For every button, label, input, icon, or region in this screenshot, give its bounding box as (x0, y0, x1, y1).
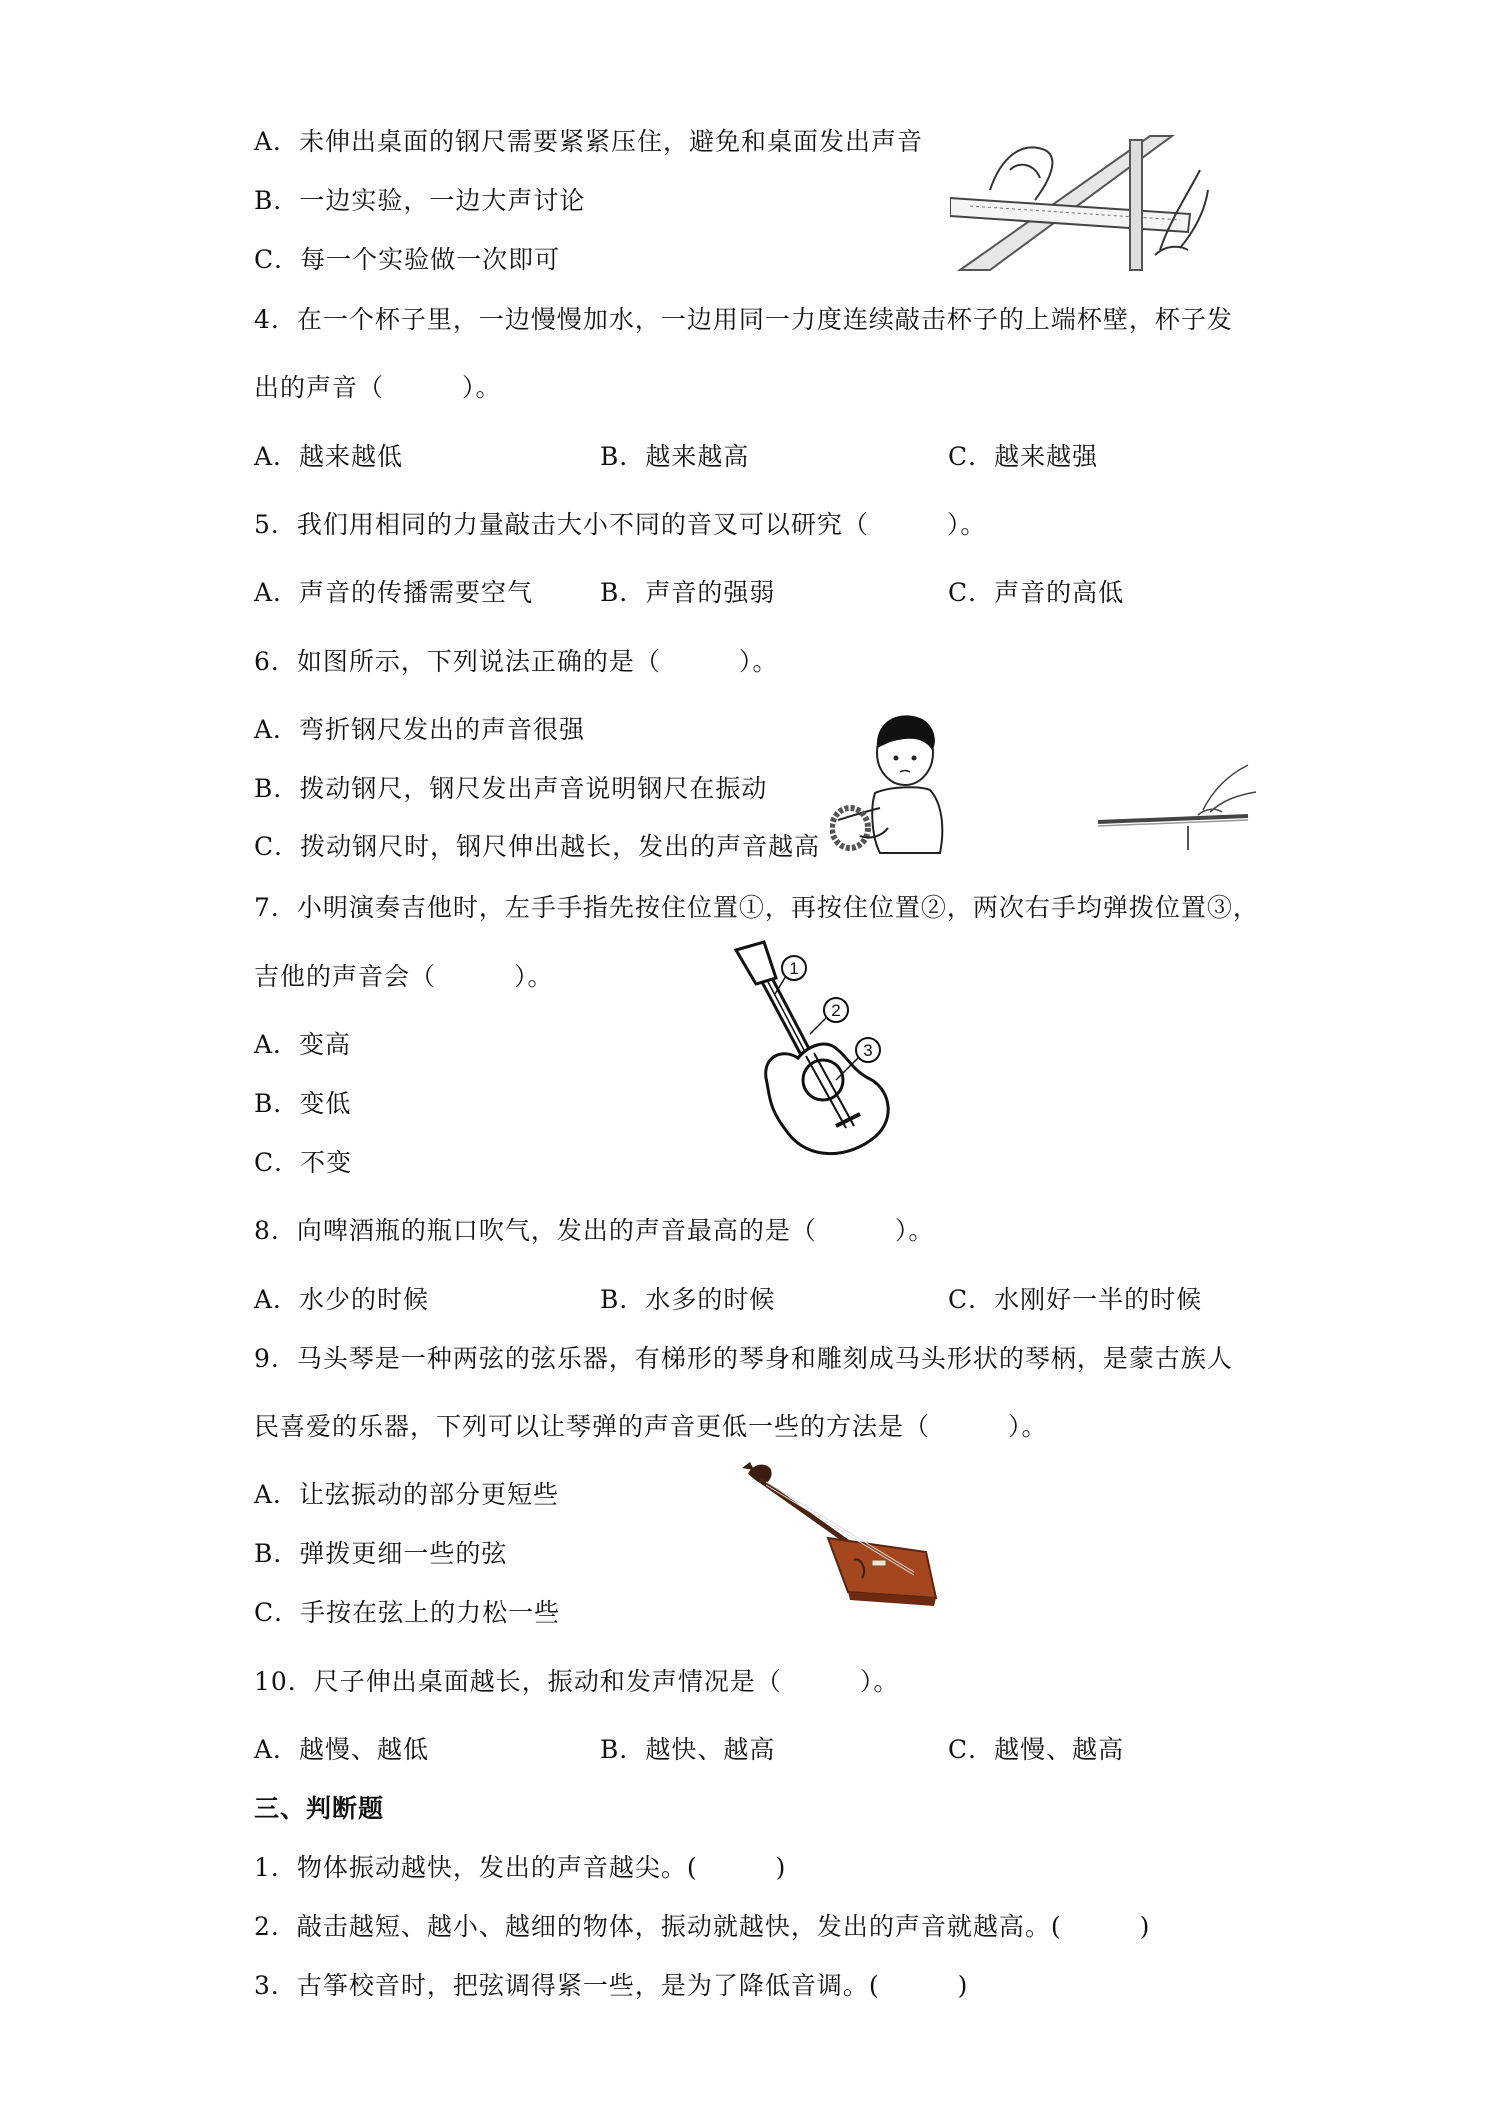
guitar-figure (728, 938, 908, 1163)
q9-option-b: B．弹拨更细一些的弦 (254, 1539, 508, 1568)
ruler-plucking-figure (1098, 760, 1258, 850)
q8-stem: 8．向啤酒瓶的瓶口吹气，发出的声音最高的是（ ）。 (254, 1216, 935, 1245)
q5-option-b: B．声音的强弱 (600, 578, 776, 607)
q3-option-b: B．一边实验，一边大声讨论 (254, 186, 586, 215)
q5-option-a: A．声音的传播需要空气 (254, 578, 534, 607)
q8-option-a: A．水少的时候 (254, 1285, 430, 1314)
guitar-position-2-label: 2 (831, 1001, 841, 1020)
guitar-position-3-label: 3 (863, 1041, 873, 1060)
judge-item-1: 1．物体振动越快，发出的声音越尖。( ) (254, 1853, 787, 1882)
q5-stem: 5．我们用相同的力量敲击大小不同的音叉可以研究（ ）。 (254, 510, 987, 539)
q6-stem: 6．如图所示，下列说法正确的是（ ）。 (254, 647, 779, 676)
q3-option-c: C．每一个实验做一次即可 (254, 245, 561, 274)
section3-title: 三、判断题 (254, 1794, 385, 1823)
q8-option-c: C．水刚好一半的时候 (948, 1285, 1203, 1314)
q6-option-a: A．弯折钢尺发出的声音很强 (254, 715, 586, 744)
q3-option-a: A．未伸出桌面的钢尺需要紧紧压住，避免和桌面发出声音 (254, 127, 924, 156)
boy-bending-ruler-figure (830, 708, 955, 858)
q9-stem-line2: 民喜爱的乐器，下列可以让琴弹的声音更低一些的方法是（ ）。 (254, 1412, 1048, 1441)
horse-head-fiddle-figure (736, 1460, 946, 1610)
q6-option-c: C．拨动钢尺时，钢尺伸出越长，发出的声音越高 (254, 832, 821, 861)
q7-option-b: B．变低 (254, 1089, 352, 1118)
q7-stem-line2: 吉他的声音会（ ）。 (254, 962, 554, 991)
judge-item-2: 2．敲击越短、越小、越细的物体，振动就越快，发出的声音就越高。( ) (254, 1912, 1151, 1941)
q4-option-a: A．越来越低 (254, 442, 404, 471)
q4-option-c: C．越来越强 (948, 442, 1099, 471)
q4-stem-line2: 出的声音（ ）。 (254, 373, 502, 402)
q10-option-a: A．越慢、越低 (254, 1735, 430, 1764)
q4-option-b: B．越来越高 (600, 442, 750, 471)
judge-item-3: 3．古筝校音时，把弦调得紧一些，是为了降低音调。( ) (254, 1971, 969, 2000)
q8-option-b: B．水多的时候 (600, 1285, 776, 1314)
q10-option-b: B．越快、越高 (600, 1735, 776, 1764)
q9-option-a: A．让弦振动的部分更短些 (254, 1480, 560, 1509)
q5-option-c: C．声音的高低 (948, 578, 1125, 607)
q7-option-c: C．不变 (254, 1148, 353, 1177)
q10-option-c: C．越慢、越高 (948, 1735, 1125, 1764)
guitar-position-1-label: 1 (789, 959, 799, 978)
q7-stem-line1: 7．小明演奏吉他时，左手手指先按住位置①，再按住位置②，两次右手均弹拨位置③， (254, 893, 1259, 922)
ruler-experiment-figure (950, 130, 1210, 275)
q9-stem-line1: 9．马头琴是一种两弦的弦乐器，有梯形的琴身和雕刻成马头形状的琴柄，是蒙古族人 (254, 1344, 1233, 1373)
q6-option-b: B．拨动钢尺，钢尺发出声音说明钢尺在振动 (254, 774, 768, 803)
q9-option-c: C．手按在弦上的力松一些 (254, 1598, 561, 1627)
q4-stem-line1: 4．在一个杯子里，一边慢慢加水，一边用同一力度连续敲击杯子的上端杯壁，杯子发 (254, 305, 1233, 334)
q7-option-a: A．变高 (254, 1030, 352, 1059)
q10-stem: 10．尺子伸出桌面越长，振动和发声情况是（ ）。 (254, 1667, 900, 1696)
